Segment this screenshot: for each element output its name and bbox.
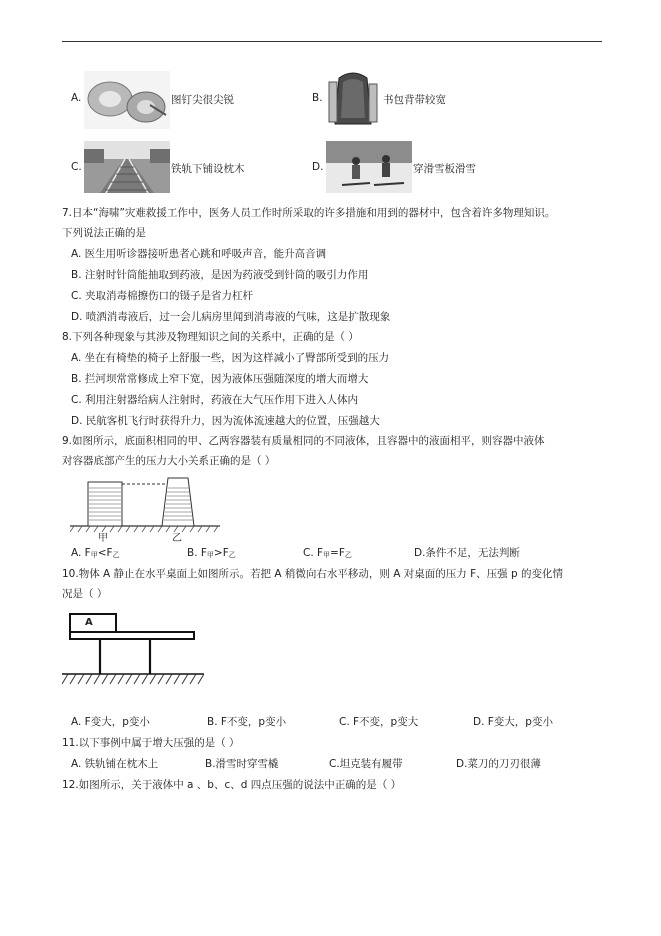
q6-option-d-text: 穿滑雪板滑雪 bbox=[413, 163, 476, 175]
header-rule bbox=[62, 41, 602, 42]
q8-option-d: D. 民航客机飞行时获得升力，因为流体流速越大的位置，压强越大 bbox=[71, 415, 380, 427]
railway-image bbox=[84, 141, 170, 193]
q8-option-c: C. 利用注射器给病人注射时，药液在大气压作用下进入人体内 bbox=[71, 394, 359, 406]
q9-stem-line1: 9.如图所示，底面积相同的甲、乙两容器装有质量相同的不同液体，且容器中的液面相平，则容器中液体 bbox=[62, 435, 545, 447]
q11-option-a: A. 铁轨铺在枕木上 bbox=[71, 758, 159, 770]
object-a-label: A bbox=[85, 617, 93, 628]
q10-option-a: A. F变大，p变小 bbox=[71, 716, 150, 728]
q9-option-a: A. F甲<F乙 bbox=[71, 547, 120, 559]
q6-option-c-letter: C. bbox=[71, 161, 82, 173]
q6-option-a-letter: A. bbox=[71, 92, 82, 104]
table-figure bbox=[62, 608, 204, 690]
q8-option-b: B. 拦河坝常常修成上窄下宽，因为液体压强随深度的增大而增大 bbox=[71, 373, 369, 385]
q6-option-d-letter: D. bbox=[312, 161, 324, 173]
q7-stem-line1: 7.日本“海啸”灾难救援工作中，医务人员工作时所采取的许多措施和用到的器材中，包含着许多物理知识。 bbox=[62, 207, 556, 219]
q9-option-d: D.条件不足，无法判断 bbox=[414, 547, 520, 559]
skiing-image bbox=[326, 141, 412, 193]
q8-stem: 8.下列各种现象与其涉及物理知识之间的关系中，正确的是（ ） bbox=[62, 331, 359, 343]
backpack-image bbox=[325, 68, 381, 130]
container-yi-label: 乙 bbox=[172, 533, 182, 544]
q8-option-a: A. 坐在有椅垫的椅子上舒服一些，因为这样减小了臀部所受到的压力 bbox=[71, 352, 390, 364]
q9-option-c: C. F甲=F乙 bbox=[303, 547, 352, 559]
q10-option-b: B. F不变，p变小 bbox=[207, 716, 287, 728]
containers-figure bbox=[70, 474, 220, 544]
q6-option-c-text: 铁轨下铺设枕木 bbox=[171, 163, 245, 175]
q9-option-b: B. F甲>F乙 bbox=[187, 547, 236, 559]
q11-option-b: B.滑雪时穿雪橇 bbox=[205, 758, 279, 770]
q12-stem: 12.如图所示，关于液体中 a 、b、c、d 四点压强的说法中正确的是（ ） bbox=[62, 779, 402, 791]
thumbtack-image bbox=[84, 71, 170, 129]
q6-option-a-text: 图钉尖很尖锐 bbox=[171, 94, 234, 106]
q6-option-b-text: 书包背带较宽 bbox=[383, 94, 446, 106]
q10-option-c: C. F不变，p变大 bbox=[339, 716, 419, 728]
q10-stem-line2: 况是（ ） bbox=[62, 588, 108, 600]
q11-option-d: D.菜刀的刀刃很薄 bbox=[456, 758, 541, 770]
q7-option-d: D. 喷洒消毒液后，过一会儿病房里闻到消毒液的气味，这是扩散现象 bbox=[71, 311, 391, 323]
q10-option-d: D. F变大，p变小 bbox=[473, 716, 553, 728]
q10-stem-line1: 10.物体 A 静止在水平桌面上如图所示。若把 A 稍微向右水平移动，则 A 对桌面的压力 F、压强 p 的变化情 bbox=[62, 568, 563, 580]
q7-option-b: B. 注射时针筒能抽取到药液，是因为药液受到针筒的吸引力作用 bbox=[71, 269, 369, 281]
q11-stem: 11.以下事例中属于增大压强的是（ ） bbox=[62, 737, 240, 749]
q6-option-b-letter: B. bbox=[312, 92, 323, 104]
q7-stem-line2: 下列说法正确的是 bbox=[62, 227, 146, 239]
q7-option-a: A. 医生用听诊器接听患者心跳和呼吸声音，能升高音调 bbox=[71, 248, 327, 260]
q9-stem-line2: 对容器底部产生的压力大小关系正确的是（ ） bbox=[62, 455, 276, 467]
container-jia-label: 甲 bbox=[98, 533, 108, 544]
q7-option-c: C. 夹取消毒棉擦伤口的镊子是省力杠杆 bbox=[71, 290, 254, 302]
q11-option-c: C.坦克装有履带 bbox=[329, 758, 403, 770]
